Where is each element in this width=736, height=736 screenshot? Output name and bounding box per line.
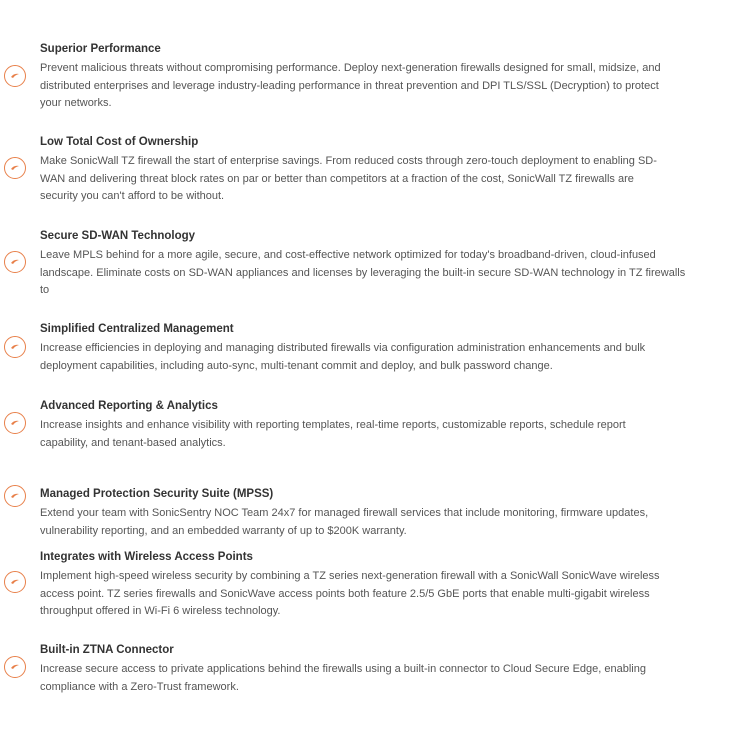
description-line: distributed enterprises and leverage industry-leading performance in threat prevention and DPI TLS/SSL (Decryption) to protect [40, 79, 659, 92]
sonicwall-swirl-icon [4, 656, 26, 678]
description-line: your networks. [40, 97, 112, 109]
feature-description [40, 153, 657, 206]
sonicwall-swirl-icon [4, 336, 26, 358]
feature-description [40, 417, 626, 452]
feature-title: Advanced Reporting & Analytics [40, 400, 218, 412]
sonicwall-swirl-icon [4, 412, 26, 434]
feature-title: Secure SD-WAN Technology [40, 230, 196, 242]
description-line: capability, and tenant-based analytics. [40, 436, 226, 449]
description-line: Implement high-speed wireless security by combining a TZ series next-generation firewall with a SonicWall SonicWave wireless [40, 570, 660, 582]
description-line: Increase insights and enhance visibility with reporting templates, real-time reports, customizable reports, schedule report [40, 419, 626, 431]
feature-description [40, 505, 648, 540]
description-line: security you can't afford to be without. [40, 190, 225, 202]
feature-description [40, 60, 661, 113]
description-line: deployment capabilities, including auto-sync, multi-tenant commit and deploy, and bulk password change. [40, 359, 553, 372]
description-line: Make SonicWall TZ firewall the start of enterprise savings. From reduced costs through zero-touch deployment to enabling SD- [40, 155, 657, 167]
feature-description [40, 568, 660, 621]
description-line: compliance with a Zero-Trust framework. [40, 680, 239, 693]
feature-description [40, 661, 646, 696]
feature-title: Superior Performance [40, 43, 161, 55]
sonicwall-swirl-icon [4, 65, 26, 87]
sonicwall-swirl-icon [4, 485, 26, 507]
sonicwall-swirl-icon [4, 157, 26, 179]
feature-title: Built-in ZTNA Connector [40, 644, 174, 656]
description-line: Increase efficiencies in deploying and managing distributed firewalls via configuration administration enhancements and bulk [40, 342, 646, 354]
description-line: landscape. Eliminate costs on SD-WAN appliances and licenses by leveraging the built-in secure SD-WAN technology in TZ firewalls [40, 266, 686, 279]
description-line: Prevent malicious threats without compromising performance. Deploy next-generation firewalls designed for small, midsize, and [40, 62, 661, 74]
sonicwall-swirl-icon [4, 571, 26, 593]
feature-title: Managed Protection Security Suite (MPSS) [40, 488, 274, 500]
description-line: Leave MPLS behind for a more agile, secure, and cost-effective network optimized for today's broadband-driven, cloud-infused [40, 249, 656, 261]
description-line: to [40, 284, 50, 296]
description-line: throughput offered in Wi-Fi 6 wireless technology. [40, 605, 281, 617]
feature-description [40, 247, 685, 300]
description-line: access point. TZ series firewalls and SonicWave access points both feature 2.5/5 GbE ports that enable multi-gigabit wireless [40, 587, 650, 600]
description-line: vulnerability reporting, and an embedded warranty of up to $200K warranty. [40, 524, 407, 537]
feature-description [40, 340, 645, 375]
feature-title: Low Total Cost of Ownership [40, 136, 199, 148]
description-line: Increase secure access to private applications behind the firewalls using a built-in connector to Cloud Secure Edge, enabling [40, 663, 646, 675]
feature-title: Integrates with Wireless Access Points [40, 551, 253, 563]
feature-title: Simplified Centralized Management [40, 323, 234, 335]
sonicwall-swirl-icon [4, 251, 26, 273]
description-line: Extend your team with SonicSentry NOC Team 24x7 for managed firewall services that include monitoring, firmware updates, [40, 507, 649, 519]
description-line: WAN and delivering threat block rates on par or better than competitors at a fraction of the cost, SonicWall TZ firewalls are [40, 172, 634, 185]
